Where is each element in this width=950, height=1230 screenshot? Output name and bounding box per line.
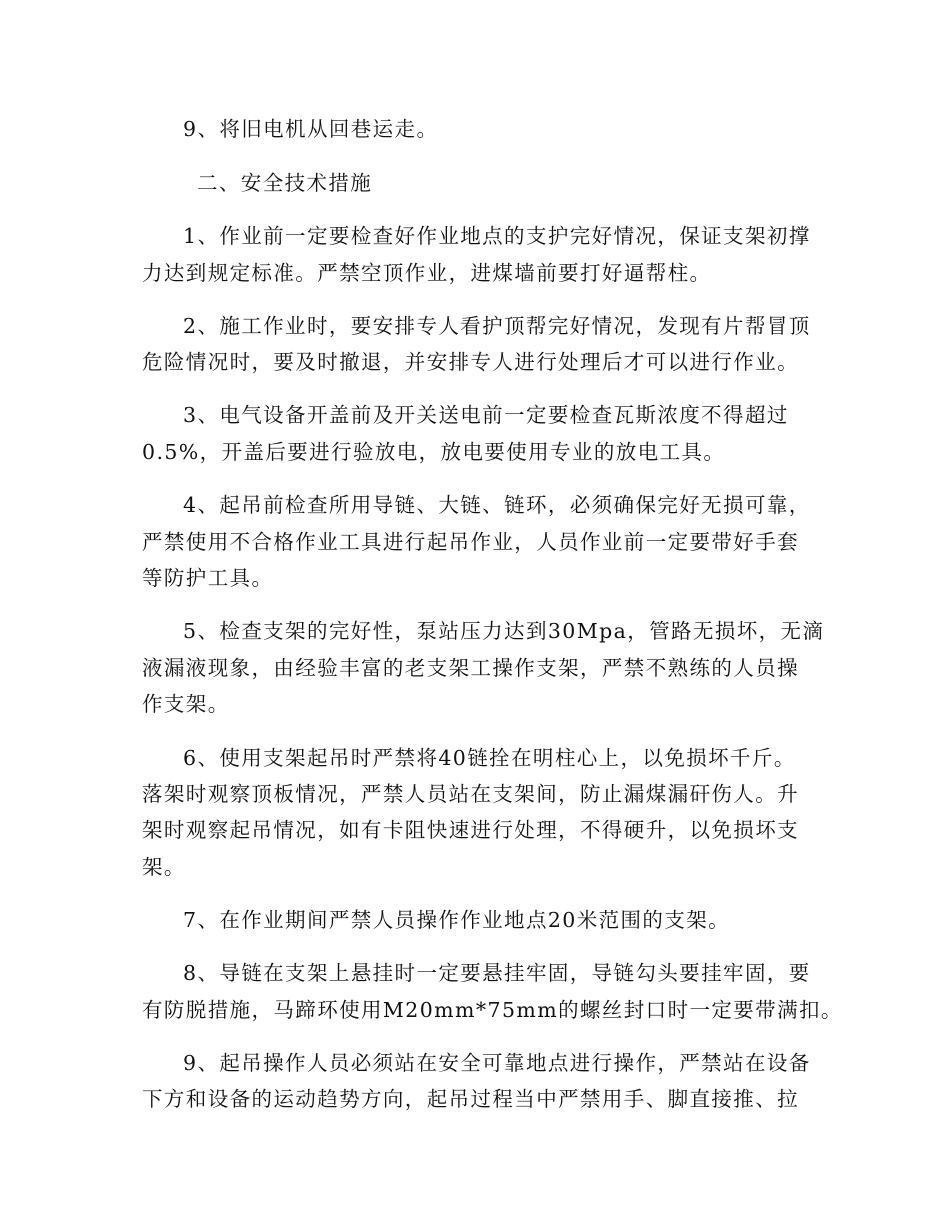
paragraph-line: 4、起吊前检查所用导链、大链、链环，必须确保完好无损可靠， (183, 493, 811, 517)
paragraph-line: 5、检查支架的完好性，泵站压力达到30Mpa，管路无损坏，无滴 (183, 619, 825, 643)
paragraph-line: 下方和设备的运动趋势方向，起吊过程当中严禁用手、脚直接推、拉 (142, 1087, 799, 1111)
paragraph-line: 作支架。 (142, 692, 230, 716)
paragraph-line: 3、电气设备开盖前及开关送电前一定要检查瓦斯浓度不得超过 (183, 403, 789, 427)
paragraph-line: 6、使用支架起吊时严禁将40链拴在明柱心上，以免损坏千斤。 (183, 746, 796, 770)
paragraph-line: 架。 (142, 855, 186, 879)
paragraph-line: 架时观察起吊情况，如有卡阻快速进行处理，不得硬升，以免损坏支 (142, 818, 799, 842)
paragraph-line: 2、施工作业时，要安排专人看护顶帮完好情况，发现有片帮冒顶 (183, 314, 811, 338)
paragraph-line: 1、作业前一定要检查好作业地点的支护完好情况，保证支架初撑 (183, 224, 811, 248)
paragraph-line: 等防护工具。 (142, 566, 274, 590)
paragraph-line: 0.5%，开盖后要进行验放电，放电要使用专业的放电工具。 (142, 440, 726, 464)
paragraph-line: 严禁使用不合格作业工具进行起吊作业，人员作业前一定要带好手套 (142, 530, 799, 554)
section-heading: 二、安全技术措施 (197, 171, 373, 195)
paragraph-line: 液漏液现象，由经验丰富的老支架工操作支架，严禁不熟练的人员操 (142, 656, 799, 680)
paragraph-line: 危险情况时，要及时撤退，并安排专人进行处理后才可以进行作业。 (142, 350, 799, 374)
paragraph-line: 7、在作业期间严禁人员操作作业地点20米范围的支架。 (183, 908, 731, 932)
paragraph-line: 力达到规定标准。严禁空顶作业，进煤墙前要打好逼帮柱。 (142, 261, 712, 285)
paragraph-line: 9、起吊操作人员必须站在安全可靠地点进行操作，严禁站在设备 (183, 1051, 811, 1075)
paragraph-line: 落架时观察顶板情况，严禁人员站在支架间，防止漏煤漏矸伤人。升 (142, 782, 799, 806)
paragraph-line: 有防脱措施，马蹄环使用M20mm*75mm的螺丝封口时一定要带满扣。 (142, 998, 843, 1022)
list-item-9-old: 9、将旧电机从回巷运走。 (183, 117, 439, 141)
paragraph-line: 8、导链在支架上悬挂时一定要悬挂牢固，导链勾头要挂牢固，要 (183, 961, 811, 985)
